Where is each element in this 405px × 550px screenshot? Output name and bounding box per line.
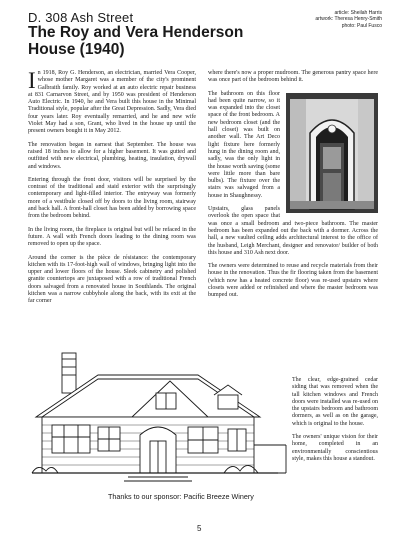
paragraph-closing: The owners' unique vision for their home, completed in an environmentally conscientious style, makes this house a standout. <box>292 434 378 462</box>
credit-article: article: Sheilah Harris <box>334 10 382 16</box>
drop-cap: I <box>28 68 36 93</box>
paragraph-mudroom: where there's now a proper mudroom. The generous pantry space here was once part of the bedroom behind it. <box>208 70 378 84</box>
credits <box>292 10 382 29</box>
house-drawing <box>28 345 290 487</box>
paragraph-bathroom: The bathroom on this floor had been quite narrow, so it was expanded into the closet space of the front bedroom. A new bedroom closet (and the hall closet) was built on another wall. The Art Deco light fixture here formerly hung in the dining room and, sadly, was the only light in the house worth saving (some were little more than bare bulbs). The fixture over the stairs was salvaged from a house in Shaughnessy. <box>208 90 280 199</box>
paragraph-intro-text: n 1918, Roy G. Henderson, an electrician, married Vera Cooper, whose mother Margaret was a member of the city's prominent Galbraith family. Roy worked at an auto electric repair business at 831 Carnarvon Street, and by 1950 was president of Henderson Auto Electric. In 1940, he and Vera built this house in the Minimal Traditional style, popular after the Great Depression. Sadly, Vera died four years later. Roy eventually remarried, and he and new wife Violet May had a son, Grant, who lived in the house up until the present owners bought it in May 2012. <box>28 70 196 135</box>
house-address: D. 308 Ash Street <box>28 10 134 25</box>
paragraph-reuse: The owners were determined to reuse and recycle materials from their house in the renovation. Thus the fir flooring taken from the basement (which now has a heated concrete floor) was re-used upstairs where closets were added or refinished and where the master bedroom was bumped out. <box>208 263 378 299</box>
page-number: 5 <box>197 524 202 533</box>
house-sketch <box>28 345 290 487</box>
paragraph-kitchen: Around the corner is the pièce de résistance: the contemporary kitchen with its 17-foot-high wall of windows, bringing light into the upper and lower floors of the house. Sleek cabinetry and polished granite countertops are juxtaposed with a row of traditional French doors salvaged from a renovated house in Southlands. The original kitchen was a narrow cubbyhole along the back, with its exit at the far corner <box>28 254 196 305</box>
paragraph-living-room: In the living room, the fireplace is original but will be refaced in the future. A wall with French doors leading to the dining room was removed to open up the space. <box>28 226 196 248</box>
left-column <box>28 70 196 312</box>
credit-photo: photo: Paul Fusco <box>341 22 382 29</box>
paragraph-intro <box>28 70 196 136</box>
doorway-photo-image <box>286 93 378 213</box>
paragraph-upstairs: Upstairs, glass panels overlook the open space that was once a small bedroom and two-piece bathroom. The master bedroom has been expanded out the back with a dormer. Across the hall, a new vaulted ceiling adds architectural interest to the office of the husband, Leigh Merchant, designer and renovator/ builder of both this house and 310 Ash next door. <box>208 206 378 256</box>
paragraph-renovation: The renovation began in earnest that September. The house was raised 18 inches to allow for a higher basement. It was gutted and outfitted with new electrical, plumbing, heating, insulation, drywall and windows. <box>28 141 196 170</box>
sponsor-credit: Thanks to our sponsor: Pacific Breeze Winery <box>108 492 254 501</box>
credit-artwork: artwork: Theresa Henry-Smith <box>315 16 382 23</box>
paragraph-cedar: The clear, edge-grained cedar siding that was removed when the tall kitchen windows and French doors were installed was re-used on the upstairs bedroom and bathroom dormers, as well as on the garage, which is original to the house. <box>292 377 378 427</box>
right-column <box>208 70 378 306</box>
article-title: The Roy and Vera Henderson House (1940) <box>28 24 244 58</box>
right-lower-column <box>292 377 378 469</box>
bathroom-photo <box>286 93 378 213</box>
paragraph-entry: Entering through the front door, visitors will be surprised by the contrast of the traditional and staid exterior with the surprisingly contemporary and light-filled interior. The entryway was formerly more of a vestibule closed off by doors to the living room, stairway and back hall. A front-hall closet has been added by borrowing space from the bedroom behind. <box>28 176 196 220</box>
